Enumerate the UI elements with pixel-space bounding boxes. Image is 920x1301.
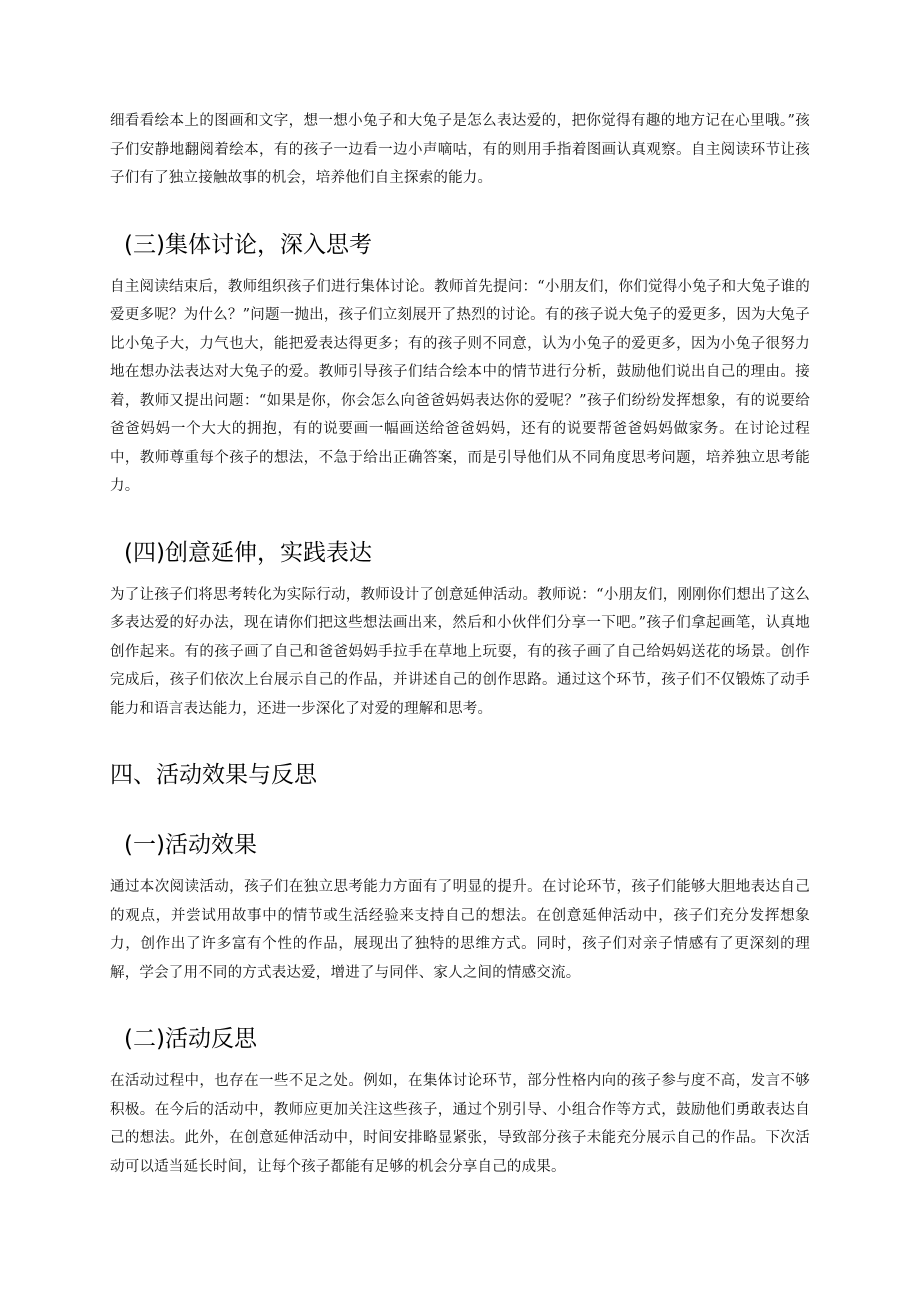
effect-heading: (一)活动效果 bbox=[124, 832, 257, 858]
section-3-heading: (三)集体讨论，深入思考 bbox=[124, 231, 372, 258]
section-4-heading: (四)创意延伸，实践表达 bbox=[124, 539, 372, 566]
document-page bbox=[110, 107, 810, 1181]
section-4-paragraph: 为了让孩子们将思考转化为实际行动，教师设计了创意延伸活动。教师说：“小朋友们，刚刚你们想出了这么多表达爱的好办法，现在请你们把这些想法画出来，然后和小伙伴们分享一下吧。”孩子们拿起画笔，认真地创作起来。有的孩子画了自己和爸爸妈妈手拉手在草地上玩耍，有的孩子画了自己给妈妈送花的场景。创作完成后，孩子们依次上台展示自己的作品，并讲述自己的创作思路。通过这个环节，孩子们不仅锻炼了动手能力和语言表达能力，还进一步深化了对爱的理解和思考。 bbox=[110, 586, 810, 717]
section-3-paragraph: 自主阅读结束后，教师组织孩子们进行集体讨论。教师首先提问：“小朋友们，你们觉得小兔子和大兔子谁的爱更多呢？为什么？”问题一抛出，孩子们立刻展开了热烈的讨论。有的孩子说大兔子的爱更多，因为大兔子比小兔子大，力气也大，能把爱表达得更多；有的孩子则不同意，认为小兔子的爱更多，因为小兔子很努力地在想办法表达对大兔子的爱。教师引导孩子们结合绘本中的情节进行分析，鼓励他们说出自己的理由。接着，教师又提出问题：“如果是你，你会怎么向爸爸妈妈表达你的爱呢？”孩子们纷纷发挥想象，有的说要给爸爸妈妈一个大大的拥抱，有的说要画一幅画送给爸爸妈妈，还有的说要帮爸爸妈妈做家务。在讨论过程中，教师尊重每个孩子的想法，不急于给出正确答案，而是引导他们从不同角度思考问题，培养独立思考能力。 bbox=[110, 278, 810, 494]
reflection-paragraph: 在活动过程中，也存在一些不足之处。例如，在集体讨论环节，部分性格内向的孩子参与度不高，发言不够积极。在今后的活动中，教师应更加关注这些孩子，通过个别引导、小组合作等方式，鼓励他们勇敢表达自己的想法。此外，在创意延伸活动中，时间安排略显紧张，导致部分孩子未能充分展示自己的作品。下次活动可以适当延长时间，让每个孩子都能有足够的机会分享自己的成果。 bbox=[110, 1073, 810, 1175]
intro-paragraph: 细看看绘本上的图画和文字，想一想小兔子和大兔子是怎么表达爱的，把你觉得有趣的地方记在心里哦。”孩子们安静地翻阅着绘本，有的孩子一边看一边小声嘀咕，有的则用手指着图画认真观察。自主阅读环节让孩子们有了独立接触故事的机会，培养他们自主探索的能力。 bbox=[110, 113, 810, 186]
effect-paragraph: 通过本次阅读活动，孩子们在独立思考能力方面有了明显的提升。在讨论环节，孩子们能够大胆地表达自己的观点，并尝试用故事中的情节或生活经验来支持自己的想法。在创意延伸活动中，孩子们充分发挥想象力，创作出了许多富有个性的作品，展现出了独特的思维方式。同时，孩子们对亲子情感有了更深刻的理解，学会了用不同的方式表达爱，增进了与同伴、家人之间的情感交流。 bbox=[110, 879, 810, 981]
reflection-heading: (二)活动反思 bbox=[124, 1026, 257, 1052]
chapter-4-heading: 四、活动效果与反思 bbox=[110, 762, 317, 788]
